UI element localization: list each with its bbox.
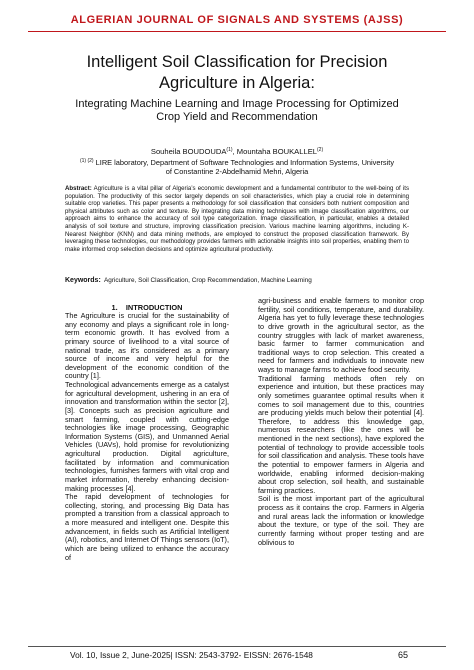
journal-header: ALGERIAN JOURNAL OF SIGNALS AND SYSTEMS (AJSS) — [70, 14, 404, 26]
left-column — [65, 312, 229, 562]
paper-title — [40, 52, 434, 94]
page-number: 65 — [398, 650, 409, 660]
abstract — [65, 185, 409, 253]
intro-paragraph-3: The rapid development of technologies for collecting, storing, and processing Big Data has prompted a transition from a classical approach to a more measured and intelligent one. Despite this advancement, in fields such as Artificial Intelligent (AI), robotics, and Internet Of Things sensors (IoT), which are being utilized to enhance the accuracy of — [65, 492, 229, 562]
abstract-text: Agriculture is a vital pillar of Algeria’s economic development and a fundamental contributor to the well-being of its population. The productivity of this sector largely depends on soil characteristics, which play a crucial role in determining suitable crop varieties. This paper presents a methodology for soil classification that considers both nutrient composition and physical attributes such as color and texture. By integrating data mining techniques with image classification algorithms, our approach aims to enhance the accuracy of soil type categorization. Image classification, in particular, enables a detailed analysis of soil texture and structure, improving classification precision. Various machine learning algorithms, including K-Nearest Neighbor (KNN) and data mining methods, are employed to construct the proposed classification framework. By leveraging these technologies, our methodology provides farmers with actionable insights into soil properties, enabling them to make informed crop selection decisions and optimize agricultural productivity. — [65, 185, 410, 253]
affiliation-line-2: of Constantine 2-Abdelhamid Mehri, Algeria — [165, 167, 309, 177]
author-2: Mountaha BOUKALLEL — [236, 147, 317, 156]
title-line-2: Agriculture in Algeria: — [159, 74, 315, 92]
author-1: Souheila BOUDOUDA — [150, 147, 227, 156]
paper-subtitle — [50, 98, 424, 124]
header-divider — [28, 31, 446, 32]
intro-paragraph-4: agri-business and enable farmers to monitor crop fertility, soil conditions, temperature, and durability. Algeria has yet to fully leverage these technologies to drive growth in the agricultural sector, as the country struggles with lack of market awareness, basic farmer to farmer communication and traditional ways to crop selection. This created a need for farmers and individuals to innovate new ways to manage farms to achieve food security. — [258, 296, 424, 374]
affiliation-mark: (1) (2) — [79, 158, 94, 164]
affiliation-line-1: LIRE laboratory, Department of Software Technologies and Information Systems, University — [95, 158, 395, 167]
affiliation — [36, 157, 438, 176]
intro-paragraph-6: Soil is the most important part of the agricultural process as it contains the crop. Farmers in Algeria and rural areas lack the information or knowledge about the texture, or type of the soil. They are currently farming without proper testing and are oblivious to — [258, 494, 424, 547]
author-1-affiliation-mark: (1) — [226, 147, 233, 153]
author-separator: , — [232, 147, 237, 156]
intro-paragraph-2: Technological advancements emerge as a catalyst for agricultural development, ushering in an era of innovation and transformation within the sector [2], [3]. Concepts such as precision agriculture and smart farming, coupled with cutting-edge technologies like image processing, Geographic Information Systems (GIS), and Unmanned Aerial Vehicles (UAVs), hold promise for revolutionizing agricultural production. Digital agriculture, facilitated by information and communication technologies, furnishes farmers with vital crop and market information, thereby enhancing decision-making processes [4]. — [65, 380, 229, 493]
right-column — [258, 297, 424, 547]
author-2-affiliation-mark: (2) — [317, 147, 324, 153]
subtitle-line-1: Integrating Machine Learning and Image Processing for Optimized — [75, 98, 399, 110]
author-list — [30, 147, 444, 156]
keywords-text: Agriculture, Soil Classification, Crop Recommendation, Machine Learning — [104, 277, 312, 284]
keywords — [65, 277, 409, 285]
title-line-1: Intelligent Soil Classification for Precision — [86, 53, 388, 71]
abstract-label: Abstract: — [65, 185, 92, 192]
intro-paragraph-1: The Agriculture is crucial for the sustainability of any economy and plays a significant role in long-term economic growth. It has evolved from a primary source of livelihood to a vital source of national trade, as it’s considered as a primary source of income and very helpful for the development of the economic condition of the country [1]. — [65, 311, 229, 381]
intro-paragraph-5: Traditional farming methods often rely on experience and intuition, but these practices may only sometimes guarantee optimal results when it comes to soil management due to this, countries are producing yields much below their potential [4]. Therefore, to address this knowledge gap, numerous researchers (like the ones will be mentioned in the next sections), have explored the potential of technology to provide accessible tools for soil classification and analysis. These tools have the potential to empower farmers in Algeria and worldwide, enabling informed decision-making about crop selection, soil health, and sustainable farming practices. — [258, 373, 424, 495]
footer-divider — [28, 646, 446, 647]
subtitle-line-2: Crop Yield and Recommendation — [156, 111, 318, 123]
section-heading-introduction: 1. INTRODUCTION — [111, 303, 183, 312]
footer-citation: Vol. 10, Issue 2, June-2025| ISSN: 2543-3792- EISSN: 2676-1548 — [70, 650, 313, 660]
keywords-label: Keywords: — [65, 277, 101, 284]
